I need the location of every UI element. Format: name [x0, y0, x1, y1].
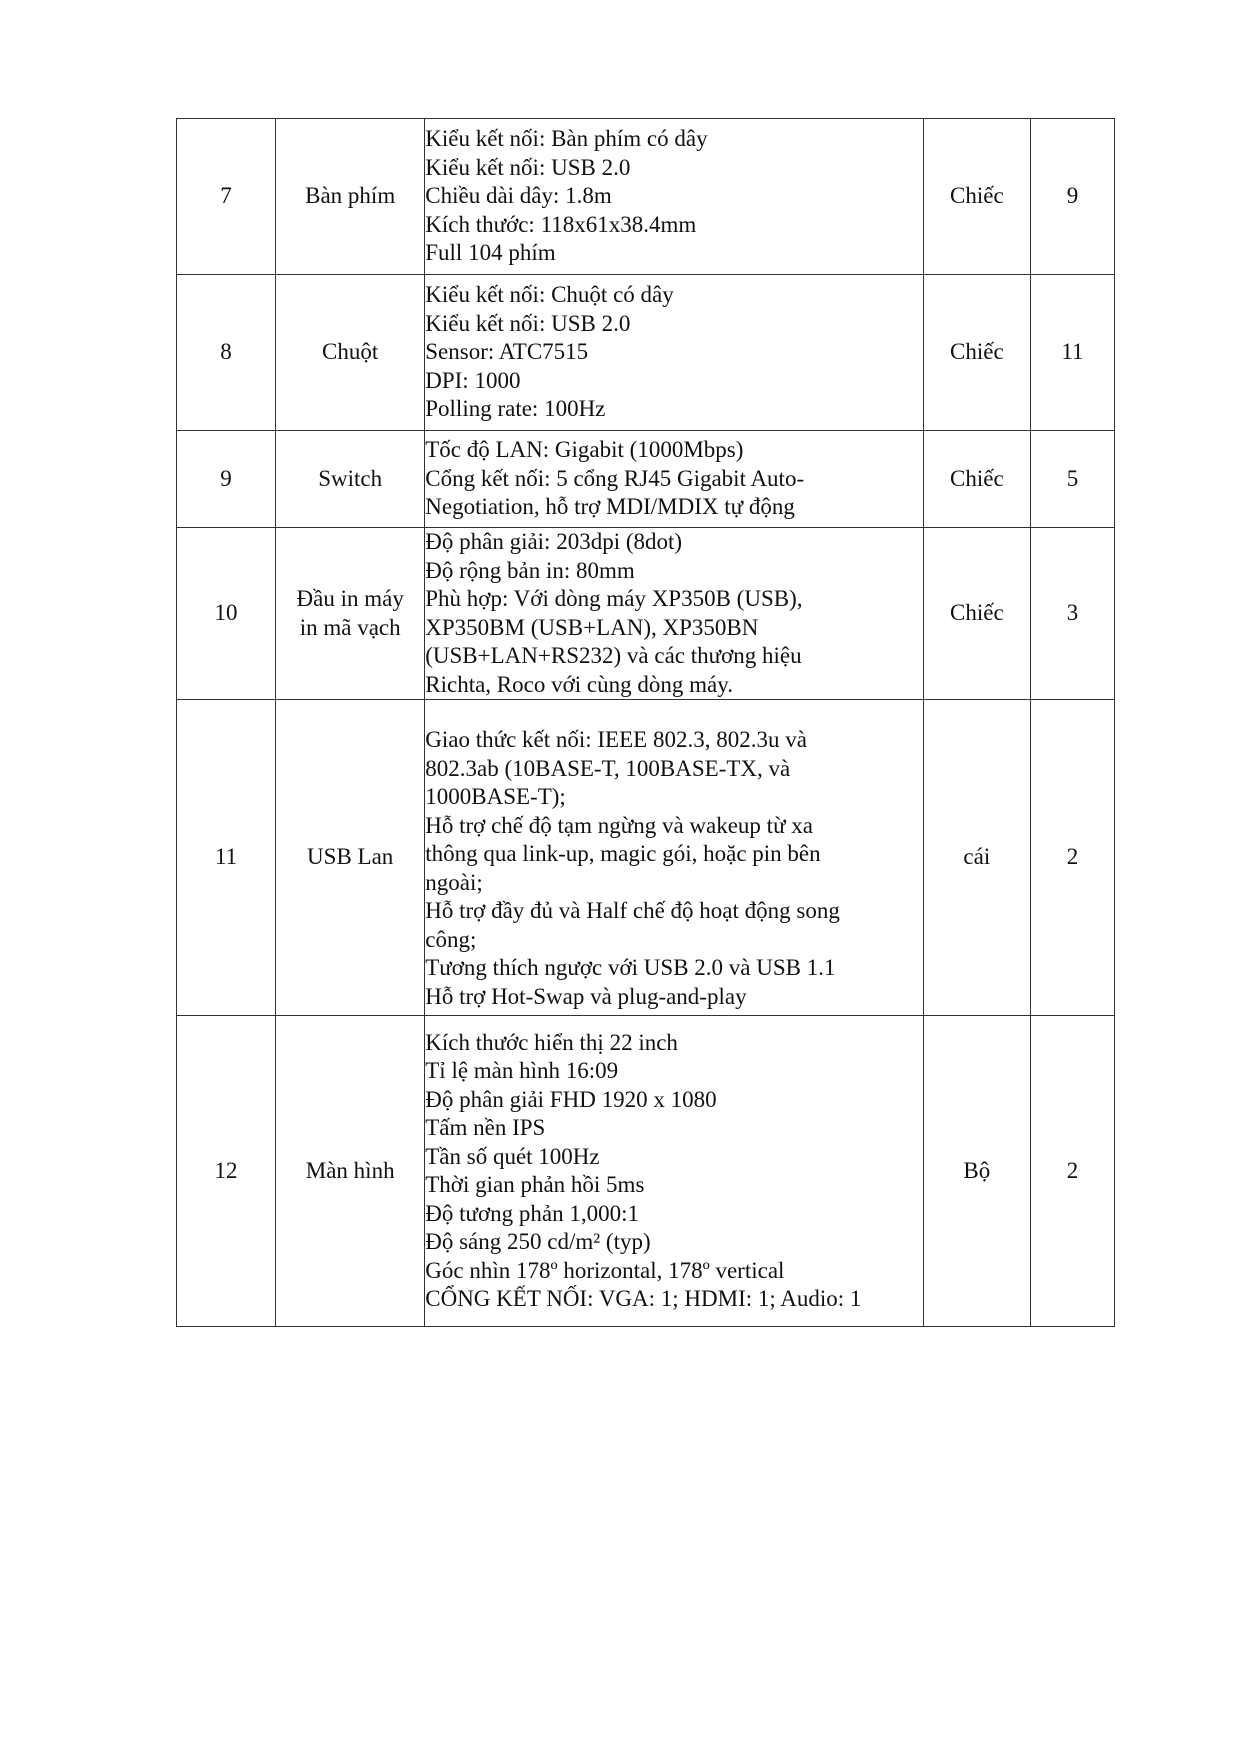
- item-name: Switch: [276, 431, 425, 528]
- table-row: [177, 119, 1115, 275]
- item-unit: Chiếc: [923, 119, 1030, 275]
- item-description: Kiểu kết nối: Bàn phím có dây Kiểu kết nối: USB 2.0 Chiều dài dây: 1.8m Kích thước: 118x61x38.4mm Full 104 phím: [425, 119, 924, 275]
- item-quantity: 11: [1030, 275, 1114, 431]
- row-number: 8: [177, 275, 276, 431]
- item-quantity: 9: [1030, 119, 1114, 275]
- row-number: 7: [177, 119, 276, 275]
- item-name: Đầu in máy in mã vạch: [276, 528, 425, 700]
- item-quantity: 3: [1030, 528, 1114, 700]
- item-name: Bàn phím: [276, 119, 425, 275]
- table-row: [177, 1016, 1115, 1327]
- item-quantity: 5: [1030, 431, 1114, 528]
- item-name: USB Lan: [276, 700, 425, 1016]
- item-unit: Bộ: [923, 1016, 1030, 1327]
- item-quantity: 2: [1030, 1016, 1114, 1327]
- item-name: Chuột: [276, 275, 425, 431]
- item-unit: Chiếc: [923, 431, 1030, 528]
- table-row: [177, 700, 1115, 1016]
- item-description: Kích thước hiển thị 22 inch Tỉ lệ màn hình 16:09 Độ phân giải FHD 1920 x 1080 Tấm nền IPS Tần số quét 100Hz Thời gian phản hồi 5ms Độ tương phản 1,000:1 Độ sáng 250 cd/m² (typ) Góc nhìn 178º horizontal, 178º vertical CỔNG KẾT NỐI: VGA: 1; HDMI: 1; Audio: 1: [425, 1016, 924, 1327]
- item-quantity: 2: [1030, 700, 1114, 1016]
- row-number: 12: [177, 1016, 276, 1327]
- table-row: [177, 275, 1115, 431]
- row-number: 11: [177, 700, 276, 1016]
- item-unit: cái: [923, 700, 1030, 1016]
- item-unit: Chiếc: [923, 275, 1030, 431]
- item-unit: Chiếc: [923, 528, 1030, 700]
- table-row: [177, 431, 1115, 528]
- item-description: Kiểu kết nối: Chuột có dây Kiểu kết nối: USB 2.0 Sensor: ATC7515 DPI: 1000 Polling rate: 100Hz: [425, 275, 924, 431]
- equipment-spec-table: [176, 118, 1115, 1327]
- table-row: [177, 528, 1115, 700]
- row-number: 9: [177, 431, 276, 528]
- item-description: Độ phân giải: 203dpi (8dot) Độ rộng bản in: 80mm Phù hợp: Với dòng máy XP350B (USB), XP350BM (USB+LAN), XP350BN (USB+LAN+RS232) và các thương hiệu Richta, Roco với cùng dòng máy.: [425, 528, 924, 700]
- item-description: Tốc độ LAN: Gigabit (1000Mbps) Cổng kết nối: 5 cổng RJ45 Gigabit Auto- Negotiation, hỗ trợ MDI/MDIX tự động: [425, 431, 924, 528]
- row-number: 10: [177, 528, 276, 700]
- item-description: Giao thức kết nối: IEEE 802.3, 802.3u và 802.3ab (10BASE-T, 100BASE-TX, và 1000BASE-T); Hỗ trợ chế độ tạm ngừng và wakeup từ xa thông qua link-up, magic gói, hoặc pin bên ngoài; Hỗ trợ đầy đủ và Half chế độ hoạt động song công; Tương thích ngược với USB 2.0 và USB 1.1 Hỗ trợ Hot-Swap và plug-and-play: [425, 700, 924, 1016]
- item-name: Màn hình: [276, 1016, 425, 1327]
